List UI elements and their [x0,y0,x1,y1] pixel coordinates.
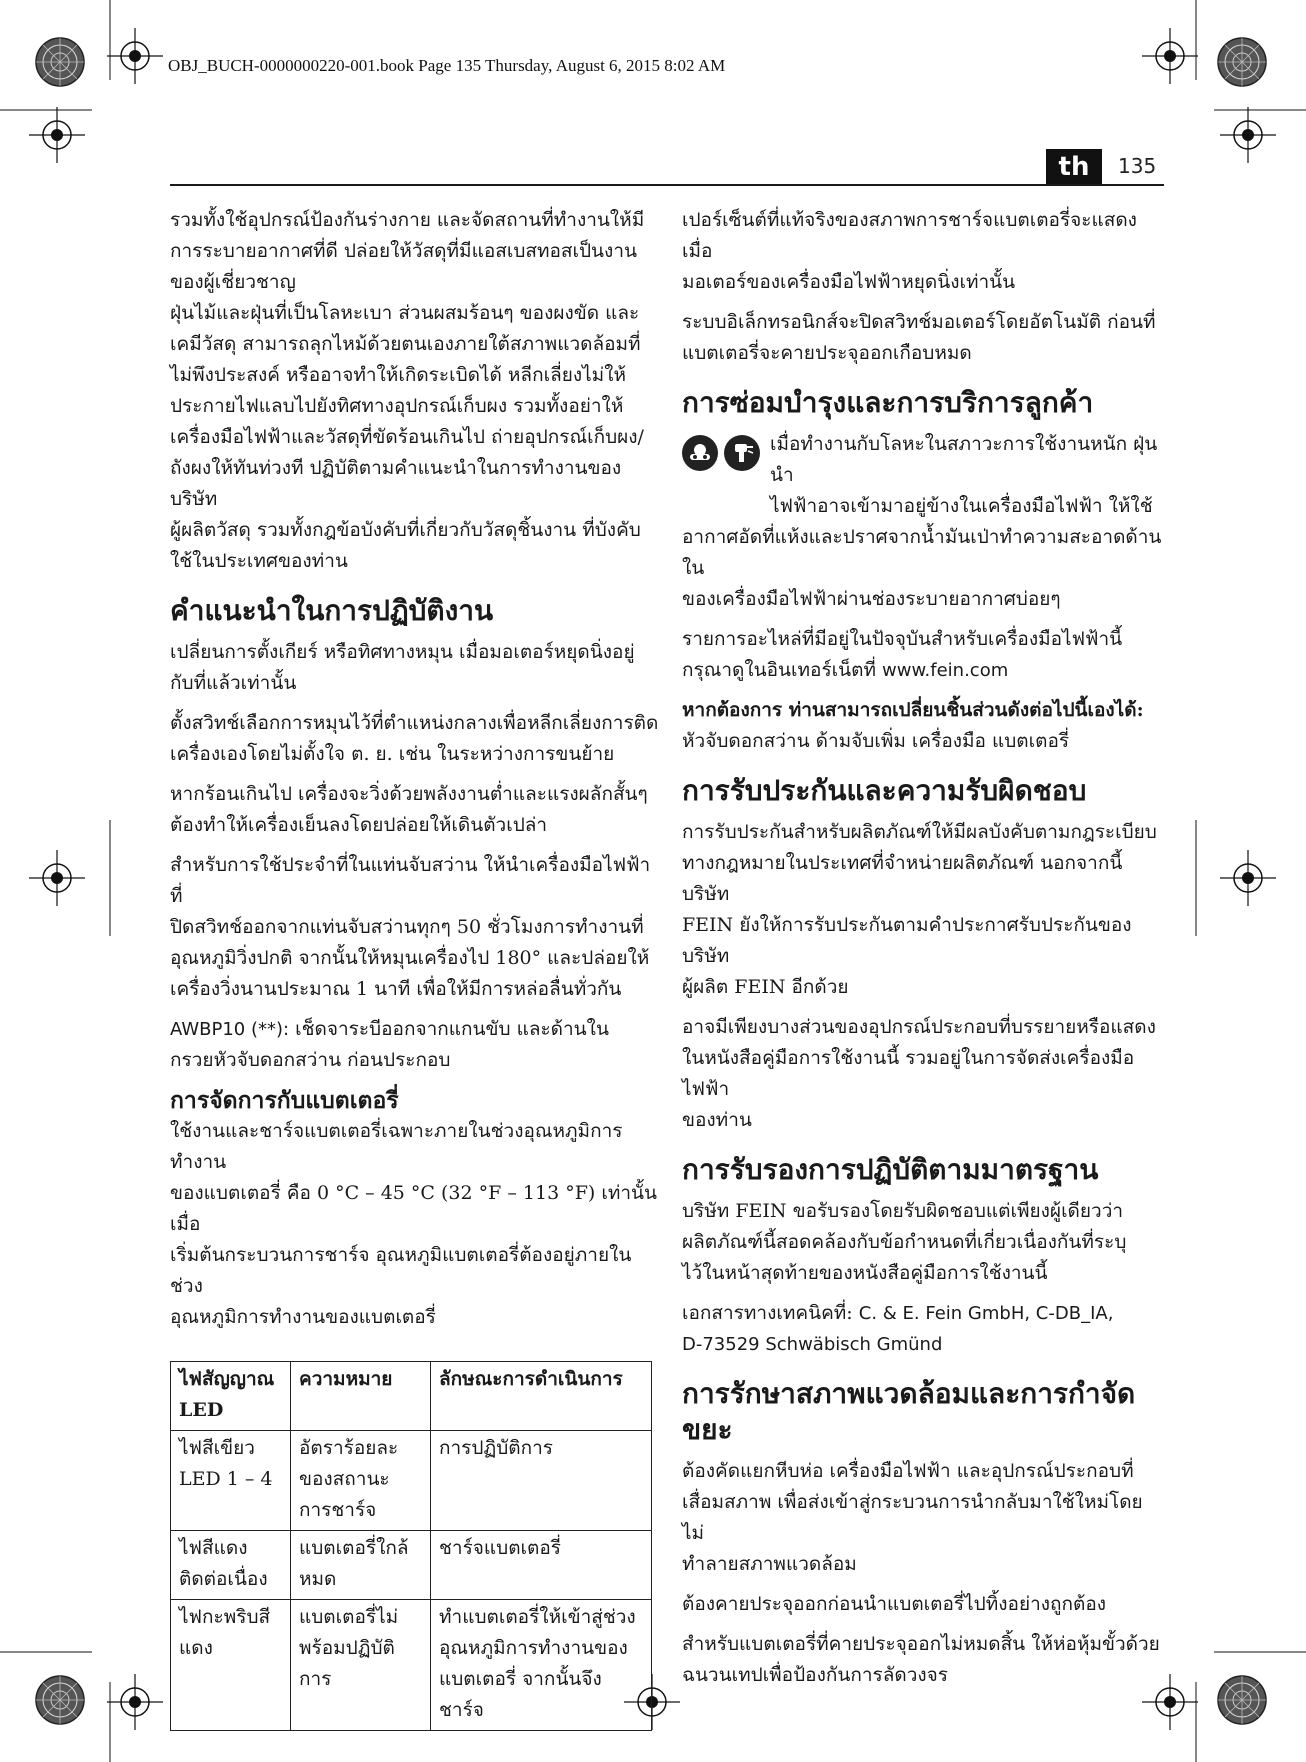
text-line: กรวยหัวจับดอกสว่าน ก่อนประกอบ [170,1049,451,1071]
text-line: ระบบอิเล็กทรอนิกส์จะปิดสวิทช์มอเตอร์โดยอัตโนมัติ ก่อนที่ [682,311,1156,333]
spare-parts-paragraph [682,624,1164,686]
work-paragraph-1 [170,637,660,699]
text-line: ทางกฎหมายในประเทศที่จำหน่ายผลิตภัณฑ์ นอกจากนี้ บริษัท [682,852,1123,905]
text-line: FEIN ยังให้การรับประกันตามคำประกาศรับประกันของบริษัท [682,914,1132,967]
text-line: กับที่แล้วเท่านั้น [170,672,297,694]
text-line: ต้องทำให้เครื่องเย็นลงโดยปล่อยให้เดินตัวเปล่า [170,814,548,836]
table-cell: ไฟกะพริบสีแดง [171,1600,291,1731]
table-cell: การปฏิบัติการ [431,1431,652,1531]
text-line: เคมีวัสดุ สามารถลุกไหม้ด้วยตนเองภายใต้สภาพแวดล้อมที่ [170,333,641,355]
service-icon-row [682,429,1164,522]
table-row [171,1600,652,1731]
heading-service: การซ่อมบำรุงและการบริการลูกค้า [682,386,1094,419]
text-line: บริษัท FEIN ขอรับรองโดยรับผิดชอบแต่เพียงผู้เดียวว่า [682,1200,1124,1222]
text-line: มอเตอร์ของเครื่องมือไฟฟ้าหยุดนิ่งเท่านั้น [682,271,1016,293]
language-tab: th [1046,149,1102,184]
text-line: ใช้งานและชาร์จแบตเตอรี่เฉพาะภายในช่วงอุณหภูมิการทำงาน [170,1120,623,1173]
warranty-paragraph-2 [682,1012,1164,1136]
heading-work-instructions: คำแนะนำในการปฏิบัติงาน [170,594,494,627]
table-header-cell: ไฟสัญญาณ LED [171,1362,291,1431]
table-row [171,1531,652,1600]
text-line: สำหรับการใช้ประจำที่ในแท่นจับสว่าน ให้นำเครื่องมือไฟฟ้าที่ [170,854,651,907]
text-line: ผู้ผลิตวัสดุ รวมทั้งกฎข้อบังคับที่เกี่ยวกับวัสดุชิ้นงาน ที่บังคับ [170,519,641,541]
text-line: ของผู้เชี่ยวชาญ [170,271,296,293]
text-line: การระบายอากาศที่ดี ปล่อยให้วัสดุที่มีแอสเบสทอสเป็นงาน [170,240,637,262]
text-line: อากาศอัดที่แห้งและปราศจากน้ำมันเป่าทำความสะอาดด้านใน [682,526,1162,579]
text-line: ประกายไฟแลบไปยังทิศทางอุปกรณ์เก็บผง รวมทั้งอย่าให้ [170,395,624,417]
text-line: หัวจับดอกสว่าน ด้ามจับเพิ่ม เครื่องมือ แบตเตอรี่ [682,730,1070,752]
table-cell: ไฟสีเขียว LED 1 – 4 [171,1431,291,1531]
text-line: ต้องคัดแยกหีบห่อ เครื่องมือไฟฟ้า และอุปกรณ์ประกอบที่ [682,1460,1134,1482]
text-line: เครื่องเองโดยไม่ตั้งใจ ต. ย. เช่น ในระหว่างการขนย้าย [170,743,615,765]
charge-state-paragraph [682,205,1164,298]
text-line: ไว้ในหน้าสุดท้ายของหนังสือคู่มือการใช้งานนี้ [682,1262,1048,1284]
text-line: แบตเตอรี่จะคายประจุออกเกือบหมด [682,342,972,364]
heading-conformity: การรับรองการปฏิบัติตามมาตรฐาน [682,1153,1099,1186]
text-line: ของเครื่องมือไฟฟ้าผ่านช่องระบายอากาศบ่อยๆ [682,588,1061,610]
text-line: หากร้อนเกินไป เครื่องจะวิ่งด้วยพลังงานต่ำและแรงผลักสั้นๆ [170,783,648,805]
text-line: รวมทั้งใช้อุปกรณ์ป้องกันร่างกาย และจัดสถานที่ทำงานให้มี [170,209,645,231]
text-line: กรุณาดูในอินเทอร์เน็ตที่ [682,659,883,681]
company-address: D-73529 Schwäbisch Gmünd [682,1334,943,1355]
replaceable-parts-paragraph [682,695,1164,757]
battery-paragraph [170,1116,660,1333]
model-label: AWBP10 (**): [170,1019,290,1040]
electronics-paragraph [682,307,1164,369]
text-line: ปิดสวิทช์ออกจากแท่นจับสว่านทุกๆ 50 ชั่วโมงการทำงานที่ [170,916,644,938]
table-cell: ไฟสีแดงติดต่อเนื่อง [171,1531,291,1600]
text-line: เปอร์เซ็นต์ที่แท้จริงของสภาพการชาร์จแบตเตอรี่จะแสดงเมื่อ [682,209,1137,262]
intro-paragraph [170,205,660,577]
text-line: ของท่าน [682,1109,752,1131]
goggles-icon [682,435,718,471]
page-number: 135 [1118,154,1157,178]
right-column [682,205,1164,1700]
text-line: เริ่มต้นกระบวนการชาร์จ อุณหภูมิแบตเตอรี่ต้องอยู่ภายในช่วง [170,1244,632,1297]
text-line: ผลิตภัณฑ์นี้สอดคล้องกับข้อกำหนดที่เกี่ยวเนื่องกันที่ระบุ [682,1231,1127,1253]
text-line: ใช้ในประเทศของท่าน [170,550,348,572]
text-line: อุณหภูมิวิ่งปกติ จากนั้นให้หมุนเครื่องไป 180° และปล่อยให้ [170,947,650,969]
work-paragraph-4 [170,850,660,1005]
safety-icons [682,435,760,471]
text-line: ไฟฟ้าอาจเข้ามาอยู่ข้างในเครื่องมือไฟฟ้า ให้ใช้ [770,495,1153,517]
table-cell: ชาร์จแบตเตอรี่ [431,1531,652,1600]
text-line: เช็ดจาระบีออกจากแกนขับ และด้านใน [289,1018,609,1040]
environment-paragraph-1 [682,1456,1164,1580]
compressed-air-icon [724,435,760,471]
conformity-paragraph [682,1196,1164,1289]
table-row [171,1431,652,1531]
table-cell: อัตราร้อยละของสถานะการชาร์จ [291,1431,431,1531]
text-line: เอกสารทางเทคนิคที่: [682,1302,859,1324]
table-header-cell: ลักษณะการดำเนินการ [431,1362,652,1431]
work-paragraph-2 [170,708,660,770]
text-line: ไม่พึงประสงค์ หรืออาจทำให้เกิดระเบิดได้ หลีกเลี่ยงไม่ให้ [170,364,626,386]
text-line: ฝุ่นไม้และฝุ่นที่เป็นโลหะเบา ส่วนผสมร้อนๆ ของผงขัด และ [170,302,640,324]
text-line: เครื่องมือไฟฟ้าและวัสดุที่ขัดร้อนเกินไป ถ่ายอุปกรณ์เก็บผง/ [170,426,644,448]
text-line: ตั้งสวิทช์เลือกการหมุนไว้ที่ตำแหน่งกลางเพื่อหลีกเลี่ยงการติด [170,712,659,734]
heading-environment: การรักษาสภาพแวดล้อมและการกำจัดขยะ [682,1377,1136,1446]
technical-documentation [682,1298,1164,1360]
service-paragraph [682,522,1164,615]
table-header-row [171,1362,652,1431]
text-line: เมื่อทำงานกับโลหะในสภาวะการใช้งานหนัก ฝุ่นนำ [770,433,1158,486]
print-header: OBJ_BUCH-0000000220-001.book Page 135 Thursday, August 6, 2015 8:02 AM [168,56,726,75]
text-line: สำหรับแบตเตอรี่ที่คายประจุออกไม่หมดสิ้น ให้ห่อหุ้มขั้วด้วย [682,1633,1160,1655]
text-line: ถังผงให้ทันท่วงที ปฏิบัติตามคำแนะนำในการทำงานของบริษัท [170,457,622,510]
header-rule [170,184,1164,186]
led-status-table [170,1361,652,1731]
warranty-paragraph-1 [682,817,1164,1003]
text-line: ผู้ผลิต FEIN อีกด้วย [682,976,849,998]
text-line: เปลี่ยนการตั้งเกียร์ หรือทิศทางหมุน เมื่อมอเตอร์หยุดนิ่งอยู่ [170,641,635,663]
table-cell: ทำแบตเตอรี่ให้เข้าสู่ช่วงอุณหภูมิการทำงานของแบตเตอรี่ จากนั้นจึงชาร์จ [431,1600,652,1731]
text-line: เครื่องวิ่งนานประมาณ 1 นาที เพื่อให้มีการหล่อลื่นทั่วกัน [170,978,622,1000]
table-cell: แบตเตอรี่ใกล้หมด [291,1531,431,1600]
text-line: เสื่อมสภาพ เพื่อส่งเข้าสู่กระบวนการนำกลับมาใช้ใหม่โดยไม่ [682,1491,1143,1544]
work-paragraph-5 [170,1014,660,1076]
text-line: รายการอะไหล่ที่มีอยู่ในปัจจุบันสำหรับเครื่องมือไฟฟ้านี้ [682,628,1123,650]
text-line: ในหนังสือคู่มือการใช้งานนี้ รวมอยู่ในการจัดส่งเครื่องมือไฟฟ้า [682,1047,1135,1100]
text-line: อุณหภูมิการทำงานของแบตเตอรี่ [170,1306,436,1328]
table-cell: แบตเตอรี่ไม่พร้อมปฏิบัติการ [291,1600,431,1731]
work-paragraph-3 [170,779,660,841]
heading-warranty: การรับประกันและความรับผิดชอบ [682,774,1087,807]
text-line: ของแบตเตอรี่ คือ 0 °C – 45 °C (32 °F – 113 °F) เท่านั้น เมื่อ [170,1182,658,1235]
text-line: ฉนวนเทปเพื่อป้องกันการลัดวงจร [682,1664,948,1686]
text-line: ทำลายสภาพแวดล้อม [682,1553,857,1575]
environment-paragraph-2: ต้องคายประจุออกก่อนนำแบตเตอรี่ไปทิ้งอย่างถูกต้อง [682,1593,1107,1615]
fein-website-link[interactable]: www.fein.com [882,660,1009,681]
environment-paragraph-3 [682,1629,1164,1691]
text-line: หากต้องการ ท่านสามารถเปลี่ยนชิ้นส่วนดังต่อไปนี้เองได้: [682,699,1144,721]
text-line: การรับประกันสำหรับผลิตภัณฑ์ให้มีผลบังคับตามกฎระเบียบ [682,821,1157,843]
heading-battery-handling: การจัดการกับแบตเตอรี่ [170,1087,399,1114]
table-header-cell: ความหมาย [291,1362,431,1431]
left-column [170,205,660,1731]
company-name: C. & E. Fein GmbH, C-DB_IA, [858,1303,1114,1324]
text-line: อาจมีเพียงบางส่วนของอุปกรณ์ประกอบที่บรรยายหรือแสดง [682,1016,1156,1038]
service-icon-text [770,429,1164,522]
